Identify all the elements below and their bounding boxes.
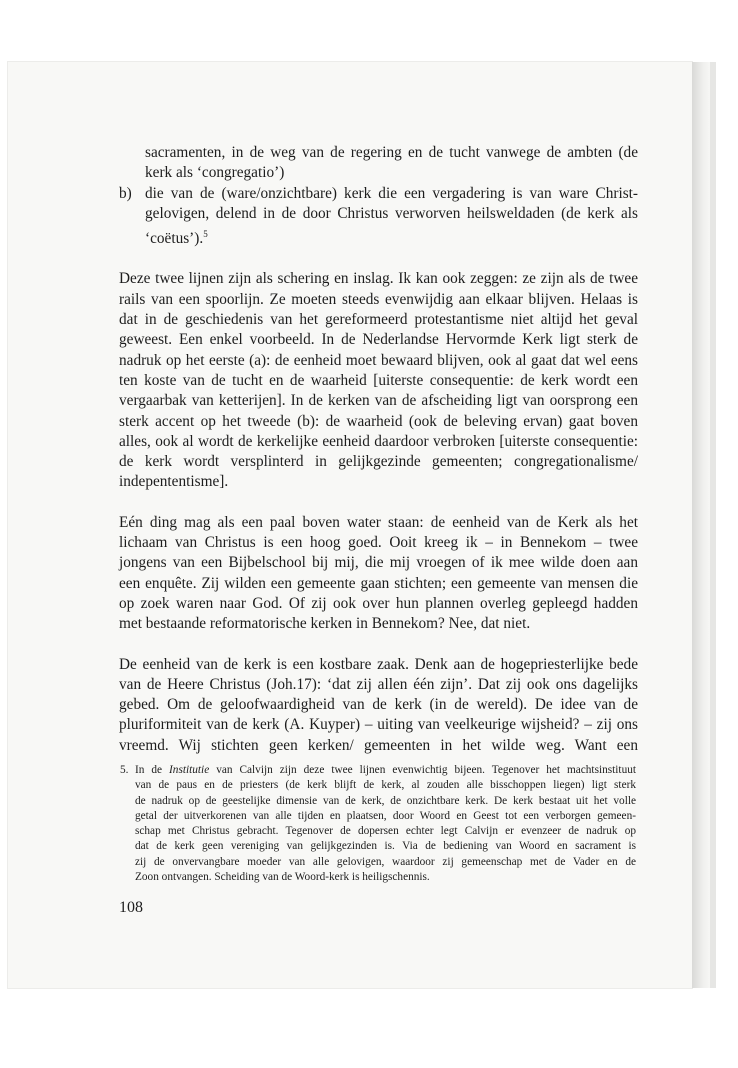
- text-line: kerk als ‘congregatio’): [145, 164, 285, 182]
- text-line: ten koste van de tucht en de waarheid [uiterste consequentie: de kerk wordt een: [119, 371, 638, 389]
- list-item-a-continuation: [119, 143, 638, 184]
- text-line: van de paus en de priesters (de kerk blijft de kerk, al zouden alle bisschoppen liegen) ligt sterk: [135, 779, 636, 792]
- paragraph-gap: [119, 635, 638, 655]
- text-line: gelovigen, delend in de door Christus verworven heilsweldaden (de kerk als: [145, 204, 638, 222]
- text-line: lichaam van Christus is een hoog goed. Ooit kreeg ik – in Bennekom – twee: [119, 534, 638, 552]
- text-line: zij de onvervangbare moeder van alle gelovigen, waardoor zij gemeenschap met de Vader en de: [135, 855, 636, 868]
- italic-title: Institutie: [169, 764, 210, 776]
- footnote-label: 5.: [120, 764, 129, 776]
- list-item-label: b): [119, 184, 132, 202]
- text-line: sterk accent op het tweede (b): de waarheid (ook de beleving ervan) gaat boven: [119, 412, 638, 430]
- text-line: pluriformiteit van de kerk (A. Kuyper) – uiting van veelkeurige wijsheid? – zij ons: [119, 716, 638, 734]
- text-line: vreemd. Wij stichten geen kerken/ gemeenten in het wilde weg. Want een: [119, 736, 638, 754]
- text-fragment: In de: [135, 764, 163, 776]
- text-line: indepententisme].: [119, 473, 229, 491]
- footnote-reference: 5: [203, 229, 208, 240]
- text-line: dat de kerk geen vereniging van gelijkgezinden is. Via de bediening van Woord en sacrament is: [135, 840, 636, 853]
- page-edge: [710, 62, 716, 988]
- paragraph-gap: [119, 493, 638, 513]
- paragraph-gap: [119, 249, 638, 269]
- text-line: sacramenten, in de weg van de regering en de tucht vanwege de ambten (de: [145, 144, 638, 161]
- text-line: Zoon ontvangen. Scheiding van de Woord-kerk is heiligschennis.: [135, 871, 430, 884]
- text-line: de kerk wordt versplinterd in gelijkgezinde gemeenten; congregationalisme/: [119, 453, 638, 471]
- text-line: van de Heere Christus (Joh.17): ‘dat zij allen één zijn’. Dat zij ook ons dagelijks: [119, 675, 638, 693]
- text-fragment: ‘coëtus’).: [145, 230, 204, 248]
- text-line: rails van een spoorlijn. Ze moeten steeds evenwijdig aan elkaar blijven. Helaas is: [119, 290, 638, 308]
- text-line: gebed. Om de geloofwaardigheid van de kerk (in de wereld). De idee van de: [119, 696, 638, 714]
- text-line: alles, ook al wordt de kerkelijke eenheid daardoor verbroken [uiterste consequentie:: [119, 432, 638, 450]
- text-line: geweest. Een enkel voorbeeld. In de Nederlandse Hervormde Kerk ligt sterk de: [119, 331, 638, 349]
- text-line: die van de (ware/onzichtbare) kerk die een vergadering is van ware Christ-: [145, 184, 638, 202]
- text-line: op zoek waren naar God. Of zij ook over hun plannen overleg gepleegd hadden: [119, 594, 638, 612]
- footnote-5: [120, 763, 636, 885]
- text-line: jongens van een Bijbelschool bij mij, die mij vroegen of ik mee wilde doen aan: [119, 554, 638, 572]
- text-line: De eenheid van de kerk is een kostbare zaak. Denk aan de hogepriesterlijke bede: [119, 655, 638, 673]
- text-line: de nadruk op de geestelijke dimensie van de kerk, de onzichtbare kerk. De kerk bestaat uit het volle: [135, 794, 636, 807]
- text-line: [135, 763, 636, 778]
- paragraph-schering-inslag: [119, 269, 638, 492]
- list-item-b: [119, 184, 638, 250]
- text-line: Deze twee lijnen zijn als schering en inslag. Ik kan ook zeggen: ze zijn als de twee: [119, 270, 638, 288]
- text-line: Eén ding mag als een paal boven water staan: de eenheid van de Kerk als het: [119, 513, 638, 531]
- text-line: [145, 224, 638, 249]
- footnote-body: [120, 763, 636, 885]
- text-line: getal der uitverkorenen van alle tijden en plaatsen, door Woord en Geest tot een verborgen gemeen-: [135, 809, 636, 822]
- text-fragment: van Calvijn zijn deze twee lijnen evenwichtig bijeen. Tegenover het machtsinstituut: [216, 764, 637, 776]
- paragraph-eenheid-kerk: [119, 513, 638, 635]
- text-line: een enquête. Zij wilden een gemeente gaan stichten; een gemeente van mensen die: [119, 574, 638, 592]
- text-line: met bestaande reformatorische kerken in Bennekom? Nee, dat niet.: [119, 615, 531, 633]
- text-line: dat in de geschiedenis van het gereformeerd protestantisme niet altijd het geval: [119, 311, 638, 329]
- text-line: schap met Christus gebracht. Tegenover de dopersen echter legt Calvijn er evenzeer de nadruk op: [135, 825, 636, 838]
- text-line: vergaarbak van ketterijen]. In de kerken van de afscheiding ligt van oorsprong een: [119, 392, 638, 410]
- book-spine-shadow: [692, 62, 710, 988]
- main-text: [119, 143, 638, 756]
- page-number: 108: [119, 899, 143, 916]
- paragraph-kostbare-zaak: [119, 655, 638, 756]
- text-line: nadruk op het eerste (a): de eenheid moet bewaard blijven, ook al gaat dat wel eens: [119, 351, 638, 369]
